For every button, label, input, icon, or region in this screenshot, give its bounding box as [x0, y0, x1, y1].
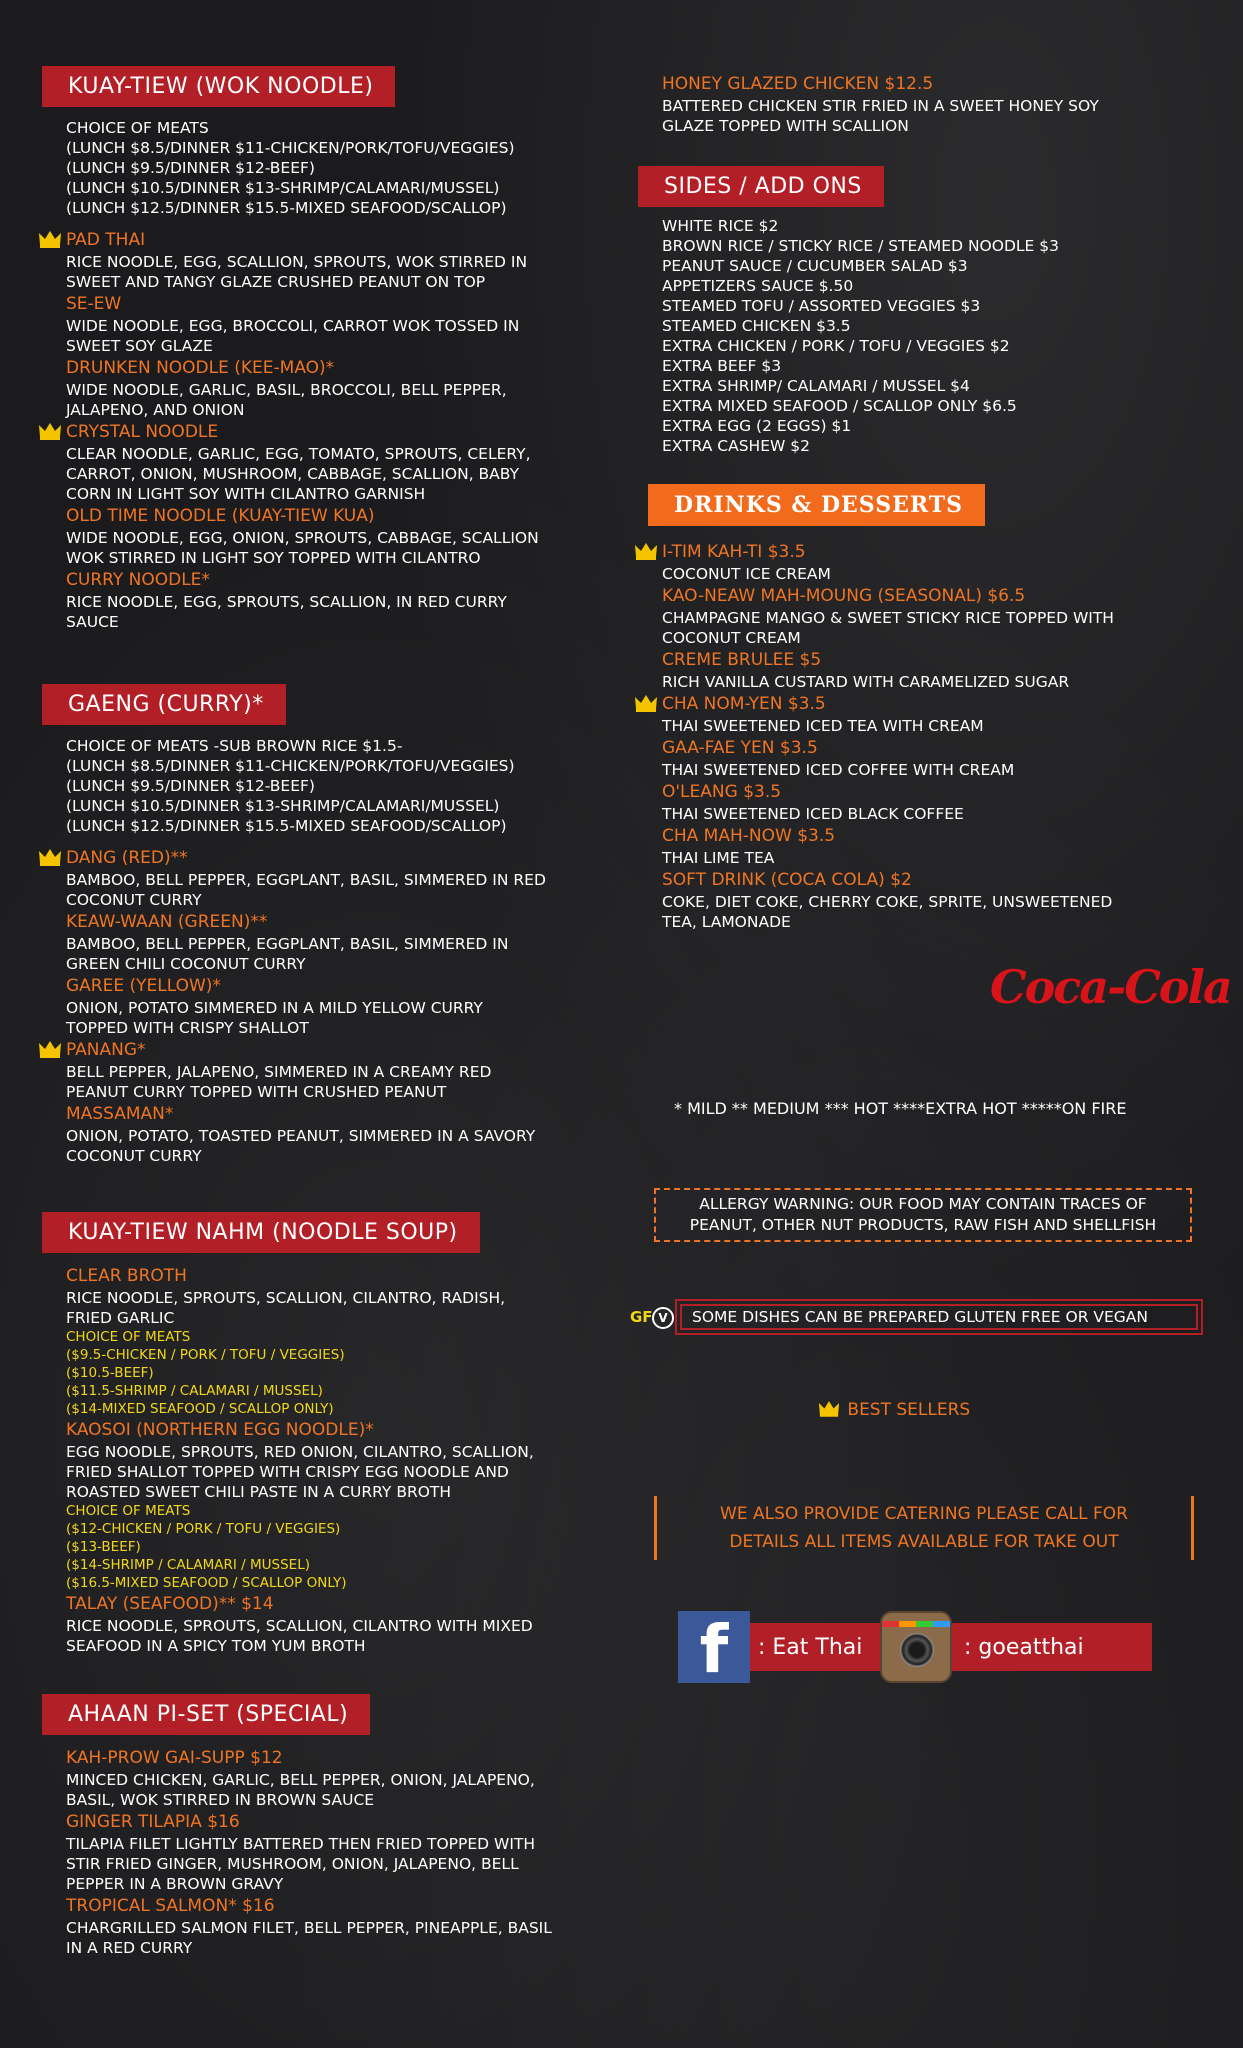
- gf-badge: GF: [630, 1308, 653, 1326]
- item-name-text: CHA NOM-YEN $3.5: [662, 694, 826, 714]
- menu-item-name: DRUNKEN NOODLE (KEE-MAO)*: [66, 358, 335, 378]
- section-banner-sides: SIDES / ADD ONS: [638, 166, 884, 207]
- menu-item-name: TROPICAL SALMON* $16: [66, 1896, 275, 1916]
- gaeng-meats: [66, 736, 515, 836]
- meats-line-yellow: ($11.5-SHRIMP / CALAMARI / MUSSEL): [66, 1383, 323, 1399]
- side-line: EXTRA BEEF $3: [662, 357, 782, 375]
- menu-item-name: [66, 846, 546, 870]
- crown-icon: [38, 848, 62, 866]
- menu-item-name: O'LEANG $3.5: [662, 782, 782, 802]
- meats-line: (LUNCH $8.5/DINNER $11-CHICKEN/PORK/TOFU/VEGGIES): [66, 139, 515, 157]
- menu-item-desc: BATTERED CHICKEN STIR FRIED IN A SWEET HONEY SOY GLAZE TOPPED WITH SCALLION: [662, 97, 1099, 135]
- side-line: STEAMED TOFU / ASSORTED VEGGIES $3: [662, 297, 981, 315]
- drinks-items: [662, 540, 1114, 932]
- facebook-handle[interactable]: : Eat Thai: [758, 1634, 863, 1660]
- sides-list: [662, 216, 1059, 456]
- side-line: BROWN RICE / STICKY RICE / STEAMED NOODLE $3: [662, 237, 1059, 255]
- menu-item-desc: CHARGRILLED SALMON FILET, BELL PEPPER, PINEAPPLE, BASIL IN A RED CURRY: [66, 1919, 552, 1957]
- meats-line: (LUNCH $9.5/DINNER $12-BEEF): [66, 159, 315, 177]
- side-line: STEAMED CHICKEN $3.5: [662, 317, 851, 335]
- menu-item-name: GINGER TILAPIA $16: [66, 1812, 240, 1832]
- menu-item-desc: RICH VANILLA CUSTARD WITH CARAMELIZED SUGAR: [662, 673, 1070, 691]
- menu-item-name: GAA-FAE YEN $3.5: [662, 738, 818, 758]
- menu-item-desc: BAMBOO, BELL PEPPER, EGGPLANT, BASIL, SIMMERED IN GREEN CHILI COCONUT CURRY: [66, 935, 509, 973]
- section-banner-gaeng: GAENG (CURRY)*: [42, 684, 286, 725]
- section-banner-special: AHAAN PI-SET (SPECIAL): [42, 1694, 370, 1735]
- menu-item-name: SE-EW: [66, 294, 122, 314]
- menu-item-desc: ONION, POTATO SIMMERED IN A MILD YELLOW CURRY TOPPED WITH CRISPY SHALLOT: [66, 999, 483, 1037]
- crown-icon: [634, 694, 658, 712]
- meats-line: (LUNCH $12.5/DINNER $15.5-MIXED SEAFOOD/SCALLOP): [66, 199, 507, 217]
- side-line: APPETIZERS SAUCE $.50: [662, 277, 854, 295]
- meats-line-yellow: ($12-CHICKEN / PORK / TOFU / VEGGIES): [66, 1521, 341, 1537]
- gaeng-items: [66, 846, 546, 1166]
- menu-item-desc: THAI SWEETENED ICED TEA WITH CREAM: [662, 717, 984, 735]
- crown-icon: [38, 422, 62, 440]
- menu-item-desc: BELL PEPPER, JALAPENO, SIMMERED IN A CREAMY RED PEANUT CURRY TOPPED WITH CRUSHED PEANUT: [66, 1063, 492, 1101]
- menu-item-name: GAREE (YELLOW)*: [66, 976, 221, 996]
- menu-item-desc: RICE NOODLE, SPROUTS, SCALLION, CILANTRO, RADISH, FRIED GARLIC: [66, 1289, 506, 1327]
- instagram-icon[interactable]: [880, 1611, 952, 1683]
- menu-item-desc: WIDE NOODLE, EGG, BROCCOLI, CARROT WOK TOSSED IN SWEET SOY GLAZE: [66, 317, 520, 355]
- item-name-text: DANG (RED)**: [66, 848, 188, 868]
- vegan-badge: V: [652, 1307, 674, 1329]
- facebook-icon[interactable]: [678, 1611, 750, 1688]
- side-line: EXTRA EGG (2 EGGS) $1: [662, 417, 852, 435]
- best-sellers-legend: [818, 1400, 970, 1420]
- menu-item-name: KAO-NEAW MAH-MOUNG (SEASONAL) $6.5: [662, 586, 1026, 606]
- item-name-text: I-TIM KAH-TI $3.5: [662, 542, 806, 562]
- menu-item-name: CLEAR BROTH: [66, 1266, 187, 1286]
- menu-item-desc: CHAMPAGNE MANGO & SWEET STICKY RICE TOPPED WITH COCONUT CREAM: [662, 609, 1114, 647]
- menu-item-desc: TILAPIA FILET LIGHTLY BATTERED THEN FRIED TOPPED WITH STIR FRIED GINGER, MUSHROOM, ONION, JALAPENO, BELL PEPPER IN A BROWN GRAVY: [66, 1835, 536, 1893]
- side-line: EXTRA SHRIMP/ CALAMARI / MUSSEL $4: [662, 377, 970, 395]
- meats-line: (LUNCH $10.5/DINNER $13-SHRIMP/CALAMARI/MUSSEL): [66, 797, 500, 815]
- spice-legend: * MILD ** MEDIUM *** HOT ****EXTRA HOT *****ON FIRE: [674, 1099, 1127, 1118]
- crown-icon: [38, 230, 62, 248]
- meats-line: CHOICE OF MEATS -SUB BROWN RICE $1.5-: [66, 737, 403, 755]
- kuay-tiew-items: [66, 228, 539, 632]
- menu-item-desc: CLEAR NOODLE, GARLIC, EGG, TOMATO, SPROUTS, CELERY, CARROT, ONION, MUSHROOM, CABBAGE, SCALLION, BABY CORN IN LIGHT SOY WITH CILANTRO GARNISH: [66, 445, 531, 503]
- menu-item-name: SOFT DRINK (COCA COLA) $2: [662, 870, 912, 890]
- side-line: WHITE RICE $2: [662, 217, 779, 235]
- meats-line: CHOICE OF MEATS: [66, 119, 209, 137]
- instagram-lens: [900, 1633, 934, 1667]
- menu-item-name: MASSAMAN*: [66, 1104, 174, 1124]
- allergy-warning: ALLERGY WARNING: OUR FOOD MAY CONTAIN TRACES OF PEANUT, OTHER NUT PRODUCTS, RAW FISH AND SHELLFISH: [654, 1188, 1192, 1242]
- instagram-stripe: [882, 1621, 950, 1627]
- meats-line-yellow: ($14-MIXED SEAFOOD / SCALLOP ONLY): [66, 1401, 334, 1417]
- menu-item-name: [66, 420, 539, 444]
- special-items: [66, 1746, 552, 1958]
- section-banner-kuay-tiew: KUAY-TIEW (WOK NOODLE): [42, 66, 395, 107]
- side-line: EXTRA CHICKEN / PORK / TOFU / VEGGIES $2: [662, 337, 1010, 355]
- menu-item-name: [662, 692, 1114, 716]
- instagram-handle[interactable]: : goeatthai: [964, 1634, 1084, 1660]
- meats-line-yellow: ($10.5-BEEF): [66, 1365, 154, 1381]
- section-banner-noodle-soup: KUAY-TIEW NAHM (NOODLE SOUP): [42, 1212, 480, 1253]
- meats-line: (LUNCH $12.5/DINNER $15.5-MIXED SEAFOOD/SCALLOP): [66, 817, 507, 835]
- menu-item-name: KAOSOI (NORTHERN EGG NOODLE)*: [66, 1420, 374, 1440]
- best-sellers-label: BEST SELLERS: [847, 1400, 971, 1420]
- menu-item-desc: EGG NOODLE, SPROUTS, RED ONION, CILANTRO, SCALLION, FRIED SHALLOT TOPPED WITH CRISPY EGG NOODLE AND ROASTED SWEET CHILI PASTE IN A CURRY BROTH: [66, 1443, 534, 1501]
- honey-glazed-item: [662, 72, 1099, 136]
- meats-line-yellow: ($14-SHRIMP / CALAMARI / MUSSEL): [66, 1557, 310, 1573]
- facebook-letter: f: [699, 1611, 729, 1688]
- meats-line-yellow: ($9.5-CHICKEN / PORK / TOFU / VEGGIES): [66, 1347, 345, 1363]
- menu-item-desc: THAI SWEETENED ICED BLACK COFFEE: [662, 805, 964, 823]
- menu-item-name: KEAW-WAAN (GREEN)**: [66, 912, 268, 932]
- menu-item-desc: COKE, DIET COKE, CHERRY COKE, SPRITE, UNSWEETENED TEA, LAMONADE: [662, 893, 1113, 931]
- menu-item-desc: MINCED CHICKEN, GARLIC, BELL PEPPER, ONION, JALAPENO, BASIL, WOK STIRRED IN BROWN SAUCE: [66, 1771, 535, 1809]
- item-name-text: PANANG*: [66, 1040, 146, 1060]
- menu-item-name: [66, 228, 539, 252]
- side-line: EXTRA CASHEW $2: [662, 437, 810, 455]
- menu-item-desc: WIDE NOODLE, GARLIC, BASIL, BROCCOLI, BELL PEPPER, JALAPENO, AND ONION: [66, 381, 507, 419]
- coca-cola-logo: Coca-Cola: [990, 960, 1231, 1014]
- menu-item-name: HONEY GLAZED CHICKEN $12.5: [662, 74, 934, 94]
- menu-item-desc: BAMBOO, BELL PEPPER, EGGPLANT, BASIL, SIMMERED IN RED COCONUT CURRY: [66, 871, 546, 909]
- side-line: PEANUT SAUCE / CUCUMBER SALAD $3: [662, 257, 968, 275]
- section-banner-drinks: DRINKS & DESSERTS: [648, 484, 985, 526]
- menu-item-desc: RICE NOODLE, EGG, SPROUTS, SCALLION, IN RED CURRY SAUCE: [66, 593, 507, 631]
- menu-item-desc: THAI LIME TEA: [662, 849, 775, 867]
- menu-item-name: CURRY NOODLE*: [66, 570, 210, 590]
- social-bar: [678, 1611, 1152, 1688]
- item-name-text: PAD THAI: [66, 230, 146, 250]
- gf-vegan-notice: SOME DISHES CAN BE PREPARED GLUTEN FREE OR VEGAN: [680, 1304, 1198, 1330]
- kuay-tiew-meats: [66, 118, 515, 218]
- menu-item-desc: RICE NOODLE, SPROUTS, SCALLION, CILANTRO WITH MIXED SEAFOOD IN A SPICY TOM YUM BROTH: [66, 1617, 533, 1655]
- menu-item-name: TALAY (SEAFOOD)** $14: [66, 1594, 274, 1614]
- menu-item-name: OLD TIME NOODLE (KUAY-TIEW KUA): [66, 506, 375, 526]
- item-name-text: CRYSTAL NOODLE: [66, 422, 219, 442]
- menu-item-name: CREME BRULEE $5: [662, 650, 822, 670]
- catering-notice: WE ALSO PROVIDE CATERING PLEASE CALL FOR DETAILS ALL ITEMS AVAILABLE FOR TAKE OUT: [654, 1496, 1194, 1560]
- crown-icon: [634, 542, 658, 560]
- meats-line: (LUNCH $9.5/DINNER $12-BEEF): [66, 777, 315, 795]
- meats-line: (LUNCH $8.5/DINNER $11-CHICKEN/PORK/TOFU/VEGGIES): [66, 757, 515, 775]
- menu-item-name: [66, 1038, 546, 1062]
- menu-item-desc: WIDE NOODLE, EGG, ONION, SPROUTS, CABBAGE, SCALLION WOK STIRRED IN LIGHT SOY TOPPED WITH CILANTRO: [66, 529, 539, 567]
- menu-item-desc: THAI SWEETENED ICED COFFEE WITH CREAM: [662, 761, 1015, 779]
- menu-item-name: CHA MAH-NOW $3.5: [662, 826, 836, 846]
- crown-icon: [818, 1400, 840, 1417]
- side-line: EXTRA MIXED SEAFOOD / SCALLOP ONLY $6.5: [662, 397, 1017, 415]
- meats-line: (LUNCH $10.5/DINNER $13-SHRIMP/CALAMARI/MUSSEL): [66, 179, 500, 197]
- menu-item-desc: RICE NOODLE, EGG, SCALLION, SPROUTS, WOK STIRRED IN SWEET AND TANGY GLAZE CRUSHED PEANUT ON TOP: [66, 253, 528, 291]
- meats-line-yellow: CHOICE OF MEATS: [66, 1503, 191, 1519]
- menu-item-desc: COCONUT ICE CREAM: [662, 565, 831, 583]
- meats-line-yellow: ($13-BEEF): [66, 1539, 141, 1555]
- meats-line-yellow: CHOICE OF MEATS: [66, 1329, 191, 1345]
- noodle-soup-items: [66, 1264, 534, 1656]
- meats-line-yellow: ($16.5-MIXED SEAFOOD / SCALLOP ONLY): [66, 1575, 347, 1591]
- menu-item-name: KAH-PROW GAI-SUPP $12: [66, 1748, 283, 1768]
- menu-item-name: [662, 540, 1114, 564]
- crown-icon: [38, 1040, 62, 1058]
- gf-vegan-row: [630, 1304, 1200, 1338]
- menu-item-desc: ONION, POTATO, TOASTED PEANUT, SIMMERED IN A SAVORY COCONUT CURRY: [66, 1127, 536, 1165]
